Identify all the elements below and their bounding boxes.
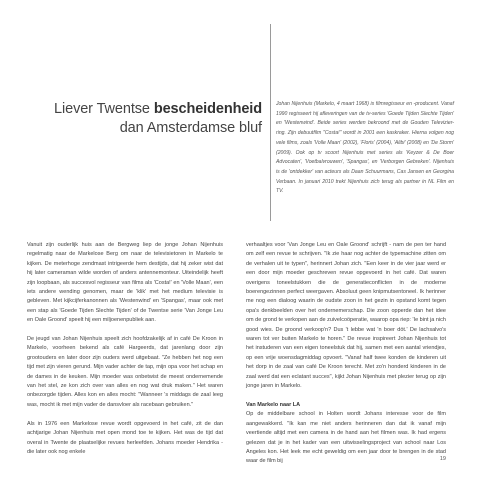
vertical-divider <box>270 24 271 221</box>
right-column <box>246 241 446 476</box>
title-bold-word: bescheidenheid <box>153 101 262 117</box>
left-paragraph-3: Als in 1976 een Markelose revue wordt opgevoerd in het café, zit de dan achtjarige Johan Nijenhuis met open mond toe te kijken. Het was de tijd dat overal in Twente de plaatselijke revues herleefden. Johans moeder Hendrika - die later ook nog enkele <box>27 420 223 455</box>
right-paragraph-1: verhaaltjes voor 'Van Jonge Leu en Oale Groond' schrijft - nam de pen ter hand om zelf een revue te schrijven. "Ik zie haar nog achter de typemachine zitten om de verhalen uit te typen", herinnert Johan zich. "Een keer in de vier jaar werd er een door mijn moeder geschreven revue opgevoerd in het café. Dat waren overigens toneelstukken die de generatieconflicten in de moderne boerengezinnen perfect weergaven. Absoluut geen knipmutsentoneel. Ik herinner me nog een dialoog waarin de oudste zoon in het gezin in opstand komt tegen opa's denkbeelden over het ondernemerschap. Die zoon opperde dan het idee om de grond te verkopen aan de zuivelcoöperatie, waarop opa riep: 'Ie bint ja nich good wies. De groond verkoop'n? Dus 't lebbe wat 'n boer döt.' De lachsalvo's waren tot ver buiten Markelo te horen." De revue inspireert Johan Nijenhuis tot het instuderen van een eigen toneelstuk dat hij, samen met een aantal vriendjes, op een vrije woensdagmiddag opvoert. "Vanaf half twee konden de kinderen uit het dorp in de zaal van café De Kroon terecht. Met zo'n honderd kinderen in de zaal werd dat een eclatant succes", kijkt Johan Nijenhuis met plezier terug op zijn jonge jaren in Markelo. <box>246 242 446 390</box>
page-number: 19 <box>439 456 446 462</box>
title-prefix: Liever Twentse <box>54 101 154 117</box>
left-column <box>27 241 223 467</box>
title-line-1 <box>30 100 262 119</box>
article-title <box>30 100 262 138</box>
title-line-2: dan Amsterdamse bluf <box>119 120 262 136</box>
bio-intro: Johan Nijenhuis (Markelo, 4 maart 1968) is filmregisseur en -producent. Vanaf 1990 regisseert hij afleveringen van de tv-series 'Goede Tijden Slechte Tijden' en 'Westenwind'. Beide series werden bekroond met de Gouden Televizier-ring. Zijn debuutfilm "Costa!" wordt in 2001 een kaskraker. Hierna volgen nog vele films, zoals 'Volle Maan' (2002), 'Floris' (2004), 'Alibi' (2008) en 'De Storm' (2009). Ook op tv scoort Nijenhuis met series als 'Keyzer & De Boer Advocaten', 'Voetbalvrouwen', 'Spangas', en 'Verborgen Gebreken'. Nijenhuis is de 'ontdekker' van acteurs als Daan Schuurmans, Cas Jansen en Georgina Verbaan. In januari 2010 trekt Nijenhuis zich terug als partner in NL Film en TV. <box>276 101 454 195</box>
section-subheading: Van Markelo naar LA <box>246 401 301 408</box>
left-paragraph-1: Vanuit zijn ouderlijk huis aan de Bergweg liep de jonge Johan Nijenhuis regelmatig naar de Markelose Berg om naar de televisietoren in Markelo te kijken. De meterhoge zendmast intrigeerde hem destijds, dat hij zeker wist dat hij later cameraman wilde worden of anders antennemonteur. Uiteindelijk heeft zijn loopbaan, als succesvol regisseur van films als 'Costa!' en 'Volle Maan', een iets andere wending genomen, maar de 'klik' met het medium televisie is gebleven. Met kijkcijferkanonnen als 'Westenwind' en 'Spangas', maar ook met een stap als 'Goede Tijden Slechte Tijden' of de Twentse serie 'Van Jonge Leu en Oale Groond' speelt hij een miljoenenpubliek aan. <box>27 242 223 324</box>
right-paragraph-2: Op de middelbare school in Holten wordt Johans interesse voor de film aangewakkerd. "Ik kan me niet anders herinneren dan dat ik vanaf mijn veertiende altijd met een camera in de hand aan het filmen was. Ik had ergens gelezen dat je in het kader van een uitwisselingsproject van school naar Los Angeles kon. Het leek me echt geweldig om een jaar door te brengen in de stad waar de film bij <box>246 411 446 465</box>
left-paragraph-2: De jeugd van Johan Nijenhuis speelt zich hoofdzakelijk af in café De Kroon in Markelo, voorheen bekend als café Hargeerds, dat jarenlang door zijn grootouders en later door zijn ouders werd uitgebaat. "Ze hebben het nog een tijd met zijn vieren gerund. Mijn vader achter de tap, mijn opa voor het schap en de dames in de keuken. Mijn moeder was onbetwist de meest ondernemende van het stel, ze kon zich over van alles en nog wat druk maken." Het waren onbezorgde tijden. Alles kon en alles mocht: "Wanneer 's middags de zaal leeg was, mocht ik met mijn vader de dansvloer als racebaan gebruiken." <box>27 336 223 408</box>
